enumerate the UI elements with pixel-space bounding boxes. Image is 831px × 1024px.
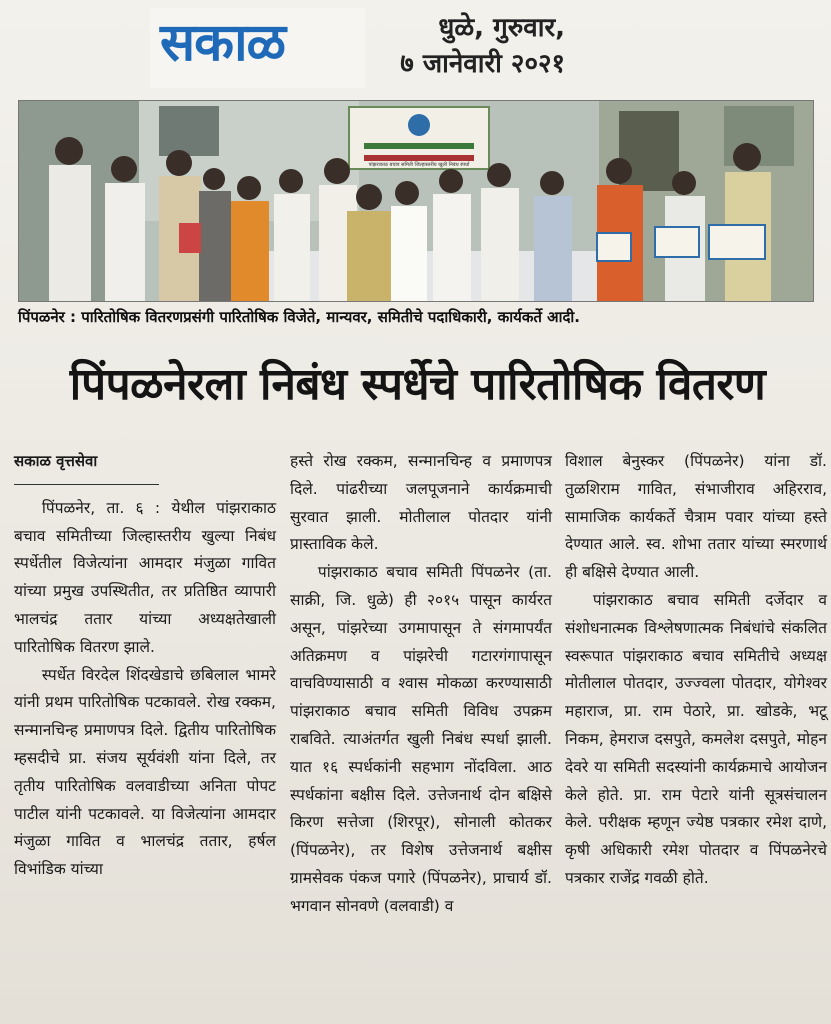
banner-text: पांझराकाठ बचाव समिती जिल्हास्तरीय खुली निबंध स्पर्धा <box>368 162 470 168</box>
article-column-3 <box>565 448 827 893</box>
dateline <box>375 10 565 82</box>
paragraph: पांझराकाठ बचाव समिती पिंपळनेर (ता. साक्री, जि. धुळे) ही २०१५ पासून कार्यरत असून, पांझरेच्या उगमापासून ते संगमापर्यंत अतिक्रमण व पांझरेची गटारगंगापासून वाचविण्यासाठी व श्वास मोकळा करण्यासाठी पांझराकाठ बचाव समिती विविध उपक्रम राबविते. त्याअंतर्गत खुली निबंध स्पर्धा झाली. यात १६ स्पर्धकांनी सहभाग नोंदविला. आठ स्पर्धकांना बक्षीस दिले. उत्तेजनार्थ दोन बक्षिसे किरण सत्तेजा (शिरपूर), सोनाली कोतकर (पिंपळनेर), तर विशेष उत्तेजनार्थ बक्षीस ग्रामसेवक पंकज पगारे (पिंपळनेर), प्राचार्य डॉ. भगवान सोनवणे (वलवाडी) व <box>290 563 552 915</box>
article-column-2 <box>290 448 552 921</box>
newspaper-logo: सकाळ <box>160 13 286 73</box>
paragraph: हस्ते रोख रक्कम, सन्मानचिन्ह व प्रमाणपत्र दिले. पांढरीच्या जलपूजनाने कार्यक्रमाची सुरवात झाली. मोतीलाल पोतदार यांनी प्रास्ताविक केले. <box>290 452 552 554</box>
event-photo <box>18 100 814 302</box>
byline: सकाळ वृत्तसेवा <box>14 448 159 485</box>
paragraph: पांझराकाठ बचाव समिती दर्जेदार व संशोधनात्मक विश्लेषणात्मक निबंधांचे संकलित स्वरूपात पांझराकाठ बचाव समितीचे अध्यक्ष मोतीलाल पोतदार, उज्ज्वला पोतदार, योगेश्वर महाराज, प्रा. राम पेठारे, प्रा. खोडके, भटू निकम, हेमराज दसपुते, कमलेश दसपुते, मोहन देवरे या समिती सदस्यांनी कार्यक्रमाचे आयोजन केले होते. प्रा. राम पेटारे यांनी सूत्रसंचालन केले. परीक्षक म्हणून ज्येष्ठ पत्रकार रमेश दाणे, कृषी अधिकारी रमेश पोतदार व पिंपळनेरचे पत्रकार राजेंद्र गवळी होते. <box>565 590 827 887</box>
paragraph: विशाल बेनुस्कर (पिंपळनेर) यांना डॉ. तुळशिराम गावित, संभाजीराव अहिरराव, सामाजिक कार्यकर्ते चैत्राम पवार यांच्या हस्ते देण्यात आले. स्व. शोभा ततार यांच्या स्मरणार्थ ही बक्षिसे देण्यात आली. <box>565 452 827 582</box>
photo-caption: पिंपळनेर : पारितोषिक वितरणप्रसंगी पारितोषिक विजेते, मान्यवर, समितीचे पदाधिकारी, कार्यकर्ते आदी. <box>18 308 581 326</box>
article-column-1 <box>14 448 276 884</box>
paragraph: स्पर्धेत विरदेल शिंदखेडाचे छबिलाल भामरे यांनी प्रथम पारितोषिक पटकावले. रोख रक्कम, सन्मानचिन्ह प्रमाणपत्र दिले. द्वितीय पारितोषिक म्हसदीचे प्रा. संजय सूर्यवंशी यांना दिले, तर तृतीय पारितोषिक वलवाडीच्या अनिता पोपट पाटील यांनी पटकावले. या विजेत्यांना आमदार मंजुळा गावित व भालचंद्र ततार, हर्षल विभांडिक यांच्या <box>14 665 276 879</box>
dateline-date: ७ जानेवारी २०२१ <box>400 49 565 79</box>
paragraph: पिंपळनेर, ता. ६ : येथील पांझराकाठ बचाव समितीच्या जिल्हास्तरीय खुल्या निबंध स्पर्धेतील विजेत्यांना आमदार मंजुळा गावित यांच्या प्रमुख उपस्थितीत, तर प्रतिष्ठित व्यापारी भालचंद्र ततार यांच्या अध्यक्षतेखाली पारितोषिक वितरण झाले. <box>14 498 276 656</box>
dateline-city-day: धुळे, गुरुवार, <box>438 13 565 43</box>
headline: पिंपळनेरला निबंध स्पर्धेचे पारितोषिक वितरण <box>69 359 766 410</box>
